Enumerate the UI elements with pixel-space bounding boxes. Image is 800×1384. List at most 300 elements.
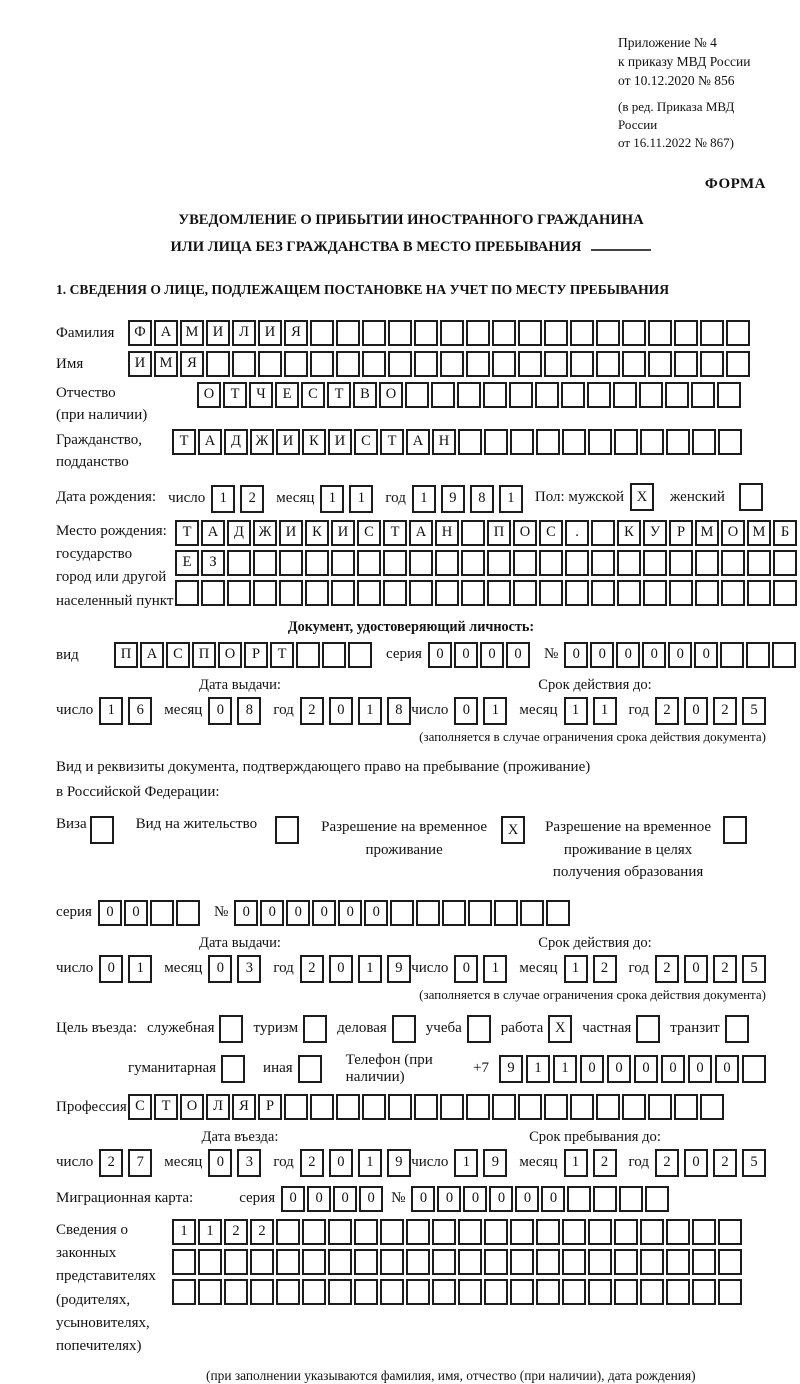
- form-cell: 1: [553, 1055, 577, 1083]
- form-cell: [643, 550, 667, 576]
- title-line-2: ИЛИ ЛИЦА БЕЗ ГРАЖДАНСТВА В МЕСТО ПРЕБЫВАНИЯ: [56, 234, 766, 260]
- form-cell: [639, 382, 663, 408]
- form-cell: 0: [329, 955, 353, 983]
- form-cell: Н: [435, 520, 459, 546]
- form-cell: [513, 580, 537, 606]
- representatives-note: (при заполнении указываются фамилия, имя, отчество (при наличии), дата рождения): [206, 1368, 696, 1384]
- form-cell: 0: [661, 1055, 685, 1083]
- form-cell: [666, 429, 690, 455]
- form-cell: З: [201, 550, 225, 576]
- form-cell: 0: [329, 1149, 353, 1177]
- form-cell: С: [354, 429, 378, 455]
- form-cell: 0: [506, 642, 530, 668]
- form-cell: [310, 320, 334, 346]
- form-cell: [484, 1249, 508, 1275]
- form-cell: [487, 580, 511, 606]
- form-cell: О: [513, 520, 537, 546]
- representatives-row3-cells: [172, 1279, 742, 1305]
- form-cell: Р: [258, 1094, 282, 1120]
- form-cell: [588, 429, 612, 455]
- migcard-number-cells: [411, 1186, 669, 1212]
- form-cell: Я: [180, 351, 204, 377]
- form-cell: [718, 1219, 742, 1245]
- patronymic-label: Отчество (при наличии): [56, 384, 148, 424]
- form-cell: 0: [541, 1186, 565, 1212]
- form-cell: 0: [338, 900, 362, 926]
- entry-purpose-row2: [128, 1052, 766, 1086]
- form-cell: [406, 1279, 430, 1305]
- form-cell: 1: [128, 955, 152, 983]
- form-cell: [570, 320, 594, 346]
- form-cell: 1: [172, 1219, 196, 1245]
- form-cell: 9: [387, 955, 411, 983]
- form-cell: И: [206, 320, 230, 346]
- form-cell: [510, 1279, 534, 1305]
- id-doc-header: Документ, удостоверяющий личность:: [287, 618, 535, 635]
- field-id-doc: [56, 642, 766, 668]
- entry-purpose-row: [56, 1015, 766, 1043]
- permit-dates: число 0 1 месяц 0 3 год 2 0 1 9 число 0 1 месяц 1 2 год 2 0 2 5: [56, 955, 766, 983]
- form-cell: X: [501, 816, 525, 844]
- form-cell: [302, 1219, 326, 1245]
- residence-permit-option: [136, 816, 299, 844]
- form-cell: 0: [286, 900, 310, 926]
- form-cell: [328, 1279, 352, 1305]
- form-cell: 3: [237, 955, 261, 983]
- form-cell: [772, 642, 796, 668]
- form-cell: [726, 320, 750, 346]
- id-type-cells: [114, 642, 372, 668]
- form-cell: В: [353, 382, 377, 408]
- form-cell: 2: [300, 955, 324, 983]
- permit-valid-day-cells: [454, 955, 507, 983]
- purpose-transit: транзит: [670, 1015, 748, 1043]
- form-cell: 9: [441, 485, 465, 513]
- form-cell: 0: [564, 642, 588, 668]
- id-issue-year-cells: [300, 697, 411, 725]
- form-cell: 0: [590, 642, 614, 668]
- representatives-cells-block: [172, 1219, 742, 1305]
- phone-prefix: +7: [473, 1060, 489, 1077]
- form-cell: 2: [593, 955, 617, 983]
- form-cell: [432, 1279, 456, 1305]
- form-cell: 2: [713, 1149, 737, 1177]
- form-cell: [725, 1015, 749, 1043]
- form-cell: [544, 1094, 568, 1120]
- form-cell: 0: [208, 697, 232, 725]
- form-cell: Т: [175, 520, 199, 546]
- id-series-label: серия: [386, 646, 422, 663]
- form-cell: [362, 320, 386, 346]
- id-doc-dates: число 1 6 месяц 0 8 год 2 0 1 8 число 0 1 месяц 1 1 год 2 0 2 5: [56, 697, 766, 725]
- form-cell: Б: [773, 520, 797, 546]
- id-issue-date-header: Дата выдачи:: [199, 676, 281, 693]
- form-cell: [458, 1219, 482, 1245]
- form-cell: 0: [124, 900, 148, 926]
- form-cell: 9: [387, 1149, 411, 1177]
- form-cell: [619, 1186, 643, 1212]
- form-cell: 1: [593, 697, 617, 725]
- annex-line: от 10.12.2020 № 856: [618, 72, 735, 88]
- form-cell: [227, 580, 251, 606]
- form-cell: [380, 1279, 404, 1305]
- form-cell: 2: [224, 1219, 248, 1245]
- form-cell: 0: [668, 642, 692, 668]
- form-cell: 2: [300, 697, 324, 725]
- form-cell: [570, 1094, 594, 1120]
- form-cell: [536, 1279, 560, 1305]
- form-cell: [614, 1279, 638, 1305]
- form-cell: [328, 1219, 352, 1245]
- id-valid-month-cells: [564, 697, 617, 725]
- permit-issue-date-header: Дата выдачи:: [199, 934, 281, 951]
- form-cell: [518, 1094, 542, 1120]
- birth-month-cells: [320, 485, 373, 513]
- form-cell: [520, 900, 544, 926]
- id-number-cells: [564, 642, 796, 668]
- form-cell: Т: [154, 1094, 178, 1120]
- form-cell: 0: [515, 1186, 539, 1212]
- form-cell: О: [379, 382, 403, 408]
- form-cell: [636, 1015, 660, 1043]
- form-cell: [331, 550, 355, 576]
- purpose-work: работа X: [501, 1015, 573, 1043]
- form-cell: [695, 550, 719, 576]
- form-cell: Е: [275, 382, 299, 408]
- right-doc-paragraph: Вид и реквизиты документа, подтверждающего право на пребывание (проживание) в Российской Федерации:: [56, 758, 591, 800]
- migration-card-label: Миграционная карта:: [56, 1190, 194, 1207]
- permit-series-cells: [98, 900, 200, 926]
- form-cell: [721, 580, 745, 606]
- form-cell: М: [747, 520, 771, 546]
- form-cell: 0: [715, 1055, 739, 1083]
- form-cell: 0: [688, 1055, 712, 1083]
- form-cell: [539, 550, 563, 576]
- form-cell: [588, 1249, 612, 1275]
- form-cell: [614, 1249, 638, 1275]
- form-cell: 0: [454, 955, 478, 983]
- form-cell: X: [548, 1015, 572, 1043]
- permit-type-row: [56, 816, 766, 884]
- form-cell: Т: [223, 382, 247, 408]
- form-cell: [773, 550, 797, 576]
- form-cell: И: [276, 429, 300, 455]
- form-cell: [484, 1279, 508, 1305]
- permit-valid-month-cells: [564, 955, 617, 983]
- form-cell: [383, 550, 407, 576]
- purpose-private: частная: [582, 1015, 660, 1043]
- document-title: [56, 207, 766, 260]
- form-cell: [596, 320, 620, 346]
- field-migration-card: [56, 1186, 766, 1212]
- form-cell: [253, 580, 277, 606]
- form-cell: [284, 351, 308, 377]
- form-cell: 9: [499, 1055, 523, 1083]
- form-cell: [726, 351, 750, 377]
- form-cell: [546, 900, 570, 926]
- form-cell: [253, 550, 277, 576]
- form-cell: А: [406, 429, 430, 455]
- form-cell: [276, 1279, 300, 1305]
- form-cell: [509, 382, 533, 408]
- surname-cells: [128, 320, 750, 346]
- form-cell: [362, 351, 386, 377]
- form-cell: 0: [260, 900, 284, 926]
- form-cell: [536, 1249, 560, 1275]
- form-cell: 9: [483, 1149, 507, 1177]
- form-cell: [275, 816, 299, 844]
- form-cell: 1: [564, 955, 588, 983]
- form-cell: [614, 1219, 638, 1245]
- form-cell: [198, 1279, 222, 1305]
- form-cell: И: [331, 520, 355, 546]
- form-cell: И: [279, 520, 303, 546]
- form-cell: [206, 351, 230, 377]
- form-cell: [562, 1249, 586, 1275]
- form-cell: [596, 351, 620, 377]
- annex-line: Приложение № 4: [618, 35, 717, 50]
- form-cell: 1: [483, 955, 507, 983]
- form-cell: [305, 580, 329, 606]
- form-cell: [416, 900, 440, 926]
- form-cell: Ф: [128, 320, 152, 346]
- form-cell: 0: [329, 697, 353, 725]
- form-cell: 2: [655, 955, 679, 983]
- form-cell: 1: [412, 485, 436, 513]
- form-cell: Т: [383, 520, 407, 546]
- purpose-business: деловая: [337, 1015, 416, 1043]
- form-cell: [513, 550, 537, 576]
- form-cell: 2: [713, 955, 737, 983]
- form-cell: 0: [642, 642, 666, 668]
- form-cell: 1: [526, 1055, 550, 1083]
- form-cell: Л: [232, 320, 256, 346]
- form-cell: [587, 382, 611, 408]
- form-cell: 0: [208, 1149, 232, 1177]
- annex-note-line: (в ред. Приказа МВД России: [618, 98, 735, 132]
- entry-stay-dates: число 2 7 месяц 0 3 год 2 0 1 9 число 1 9 месяц 1 2 год 2 0 2 5: [56, 1149, 766, 1177]
- form-cell: Д: [227, 520, 251, 546]
- form-cell: [175, 580, 199, 606]
- form-cell: [362, 1094, 386, 1120]
- form-cell: [648, 351, 672, 377]
- id-valid-year-cells: [655, 697, 766, 725]
- form-cell: [435, 550, 459, 576]
- sex-male-checkbox: [630, 483, 654, 511]
- form-cell: [310, 351, 334, 377]
- form-cell: [692, 429, 716, 455]
- form-cell: [201, 580, 225, 606]
- title-line-1: УВЕДОМЛЕНИЕ О ПРИБЫТИИ ИНОСТРАННОГО ГРАЖДАНИНА: [178, 212, 644, 229]
- form-cell: [458, 1279, 482, 1305]
- form-cell: [440, 351, 464, 377]
- form-cell: [224, 1249, 248, 1275]
- purpose-humanitarian-checkbox: [221, 1055, 245, 1083]
- form-cell: [622, 1094, 646, 1120]
- form-cell: [494, 900, 518, 926]
- form-cell: [613, 382, 637, 408]
- form-cell: 0: [333, 1186, 357, 1212]
- patronymic-cells: [197, 382, 741, 408]
- form-cell: Е: [175, 550, 199, 576]
- form-cell: 1: [564, 697, 588, 725]
- form-cell: П: [192, 642, 216, 668]
- form-cell: [328, 1249, 352, 1275]
- field-profession: [56, 1094, 766, 1120]
- field-permit-series: [56, 900, 766, 926]
- form-cell: [390, 900, 414, 926]
- form-cell: [544, 320, 568, 346]
- form-cell: Ч: [249, 382, 273, 408]
- form-cell: 7: [128, 1149, 152, 1177]
- form-cell: [717, 382, 741, 408]
- form-cell: И: [128, 351, 152, 377]
- temp-residence-label: Разрешение на временное проживание: [321, 819, 488, 858]
- form-cell: [617, 550, 641, 576]
- form-cell: [227, 550, 251, 576]
- form-cell: [539, 580, 563, 606]
- form-cell: Т: [380, 429, 404, 455]
- form-cell: [674, 351, 698, 377]
- form-cell: Я: [284, 320, 308, 346]
- form-cell: 1: [198, 1219, 222, 1245]
- representatives-row1-cells: [172, 1219, 742, 1245]
- form-cell: [692, 1219, 716, 1245]
- form-cell: [666, 1279, 690, 1305]
- form-cell: [640, 1219, 664, 1245]
- residence-permit-checkbox: [275, 816, 299, 844]
- permit-valid-until-header: Срок действия до:: [538, 934, 652, 951]
- form-cell: П: [487, 520, 511, 546]
- form-cell: [588, 1219, 612, 1245]
- form-cell: [461, 550, 485, 576]
- form-cell: [298, 1055, 322, 1083]
- form-cell: 8: [237, 697, 261, 725]
- residence-permit-label: Вид на жительство: [135, 816, 258, 833]
- form-cell: [669, 550, 693, 576]
- form-cell: [336, 320, 360, 346]
- form-cell: 8: [387, 697, 411, 725]
- form-cell: 1: [358, 697, 382, 725]
- form-cell: А: [140, 642, 164, 668]
- form-cell: [700, 1094, 724, 1120]
- stay-until-header: Срок пребывания до:: [529, 1128, 661, 1145]
- purpose-official-checkbox: [219, 1015, 243, 1043]
- form-cell: О: [180, 1094, 204, 1120]
- form-cell: [406, 1249, 430, 1275]
- form-cell: [357, 580, 381, 606]
- form-cell: [622, 351, 646, 377]
- form-cell: [250, 1249, 274, 1275]
- form-cell: [250, 1279, 274, 1305]
- id-number-label: №: [543, 646, 559, 663]
- form-cell: [435, 580, 459, 606]
- form-cell: [536, 1219, 560, 1245]
- form-cell: [674, 1094, 698, 1120]
- form-cell: Я: [232, 1094, 256, 1120]
- form-cell: [388, 320, 412, 346]
- form-cell: 0: [463, 1186, 487, 1212]
- form-cell: [643, 580, 667, 606]
- form-cell: [198, 1249, 222, 1275]
- form-cell: [224, 1279, 248, 1305]
- form-cell: [466, 320, 490, 346]
- form-cell: 0: [684, 697, 708, 725]
- form-cell: [461, 580, 485, 606]
- entry-date-header: Дата въезда:: [201, 1128, 279, 1145]
- permit-valid-note: (заполняется в случае ограничения срока действия документа): [419, 986, 766, 1002]
- form-cell: [296, 642, 320, 668]
- purpose-private-checkbox: [636, 1015, 660, 1043]
- form-marker: ФОРМА: [704, 176, 766, 193]
- form-cell: 2: [240, 485, 264, 513]
- form-cell: [90, 816, 114, 844]
- form-cell: 1: [211, 485, 235, 513]
- form-cell: 2: [300, 1149, 324, 1177]
- id-type-label: вид: [56, 646, 79, 663]
- form-cell: [414, 320, 438, 346]
- form-cell: [284, 1094, 308, 1120]
- purpose-study: учеба: [426, 1015, 491, 1043]
- form-cell: [322, 642, 346, 668]
- purpose-tourism-checkbox: [303, 1015, 327, 1043]
- form-cell: [544, 351, 568, 377]
- form-cell: [392, 1015, 416, 1043]
- form-cell: [718, 1279, 742, 1305]
- purpose-work-checkbox: [548, 1015, 572, 1043]
- birth-day-cells: [211, 485, 264, 513]
- form-cell: 2: [655, 697, 679, 725]
- visa-label: Виза: [56, 816, 87, 833]
- form-cell: [648, 320, 672, 346]
- form-cell: [279, 580, 303, 606]
- birth-year-cells: [412, 485, 523, 513]
- form-cell: [440, 320, 464, 346]
- form-cell: [666, 1219, 690, 1245]
- purpose-business-checkbox: [392, 1015, 416, 1043]
- id-issue-day-cells: [99, 697, 152, 725]
- form-cell: 2: [99, 1149, 123, 1177]
- permit-date-headers: [56, 935, 766, 952]
- form-cell: [172, 1279, 196, 1305]
- form-cell: [747, 550, 771, 576]
- form-cell: [648, 1094, 672, 1120]
- form-cell: Р: [669, 520, 693, 546]
- form-cell: Н: [432, 429, 456, 455]
- form-cell: [510, 1249, 534, 1275]
- form-cell: 6: [128, 697, 152, 725]
- form-cell: [354, 1219, 378, 1245]
- form-cell: А: [409, 520, 433, 546]
- field-citizenship: [56, 429, 766, 474]
- profession-label: Профессия: [56, 1098, 127, 1115]
- form-cell: 0: [684, 1149, 708, 1177]
- form-cell: [466, 1094, 490, 1120]
- form-cell: [483, 382, 507, 408]
- form-cell: [742, 1055, 766, 1083]
- form-cell: 0: [580, 1055, 604, 1083]
- form-cell: 1: [99, 697, 123, 725]
- form-cell: [492, 351, 516, 377]
- form-cell: О: [721, 520, 745, 546]
- form-cell: [720, 642, 744, 668]
- form-cell: Л: [206, 1094, 230, 1120]
- migcard-number-label: №: [391, 1190, 406, 1207]
- form-cell: М: [154, 351, 178, 377]
- surname-label: Фамилия: [56, 324, 115, 341]
- form-cell: 2: [655, 1149, 679, 1177]
- form-cell: [773, 580, 797, 606]
